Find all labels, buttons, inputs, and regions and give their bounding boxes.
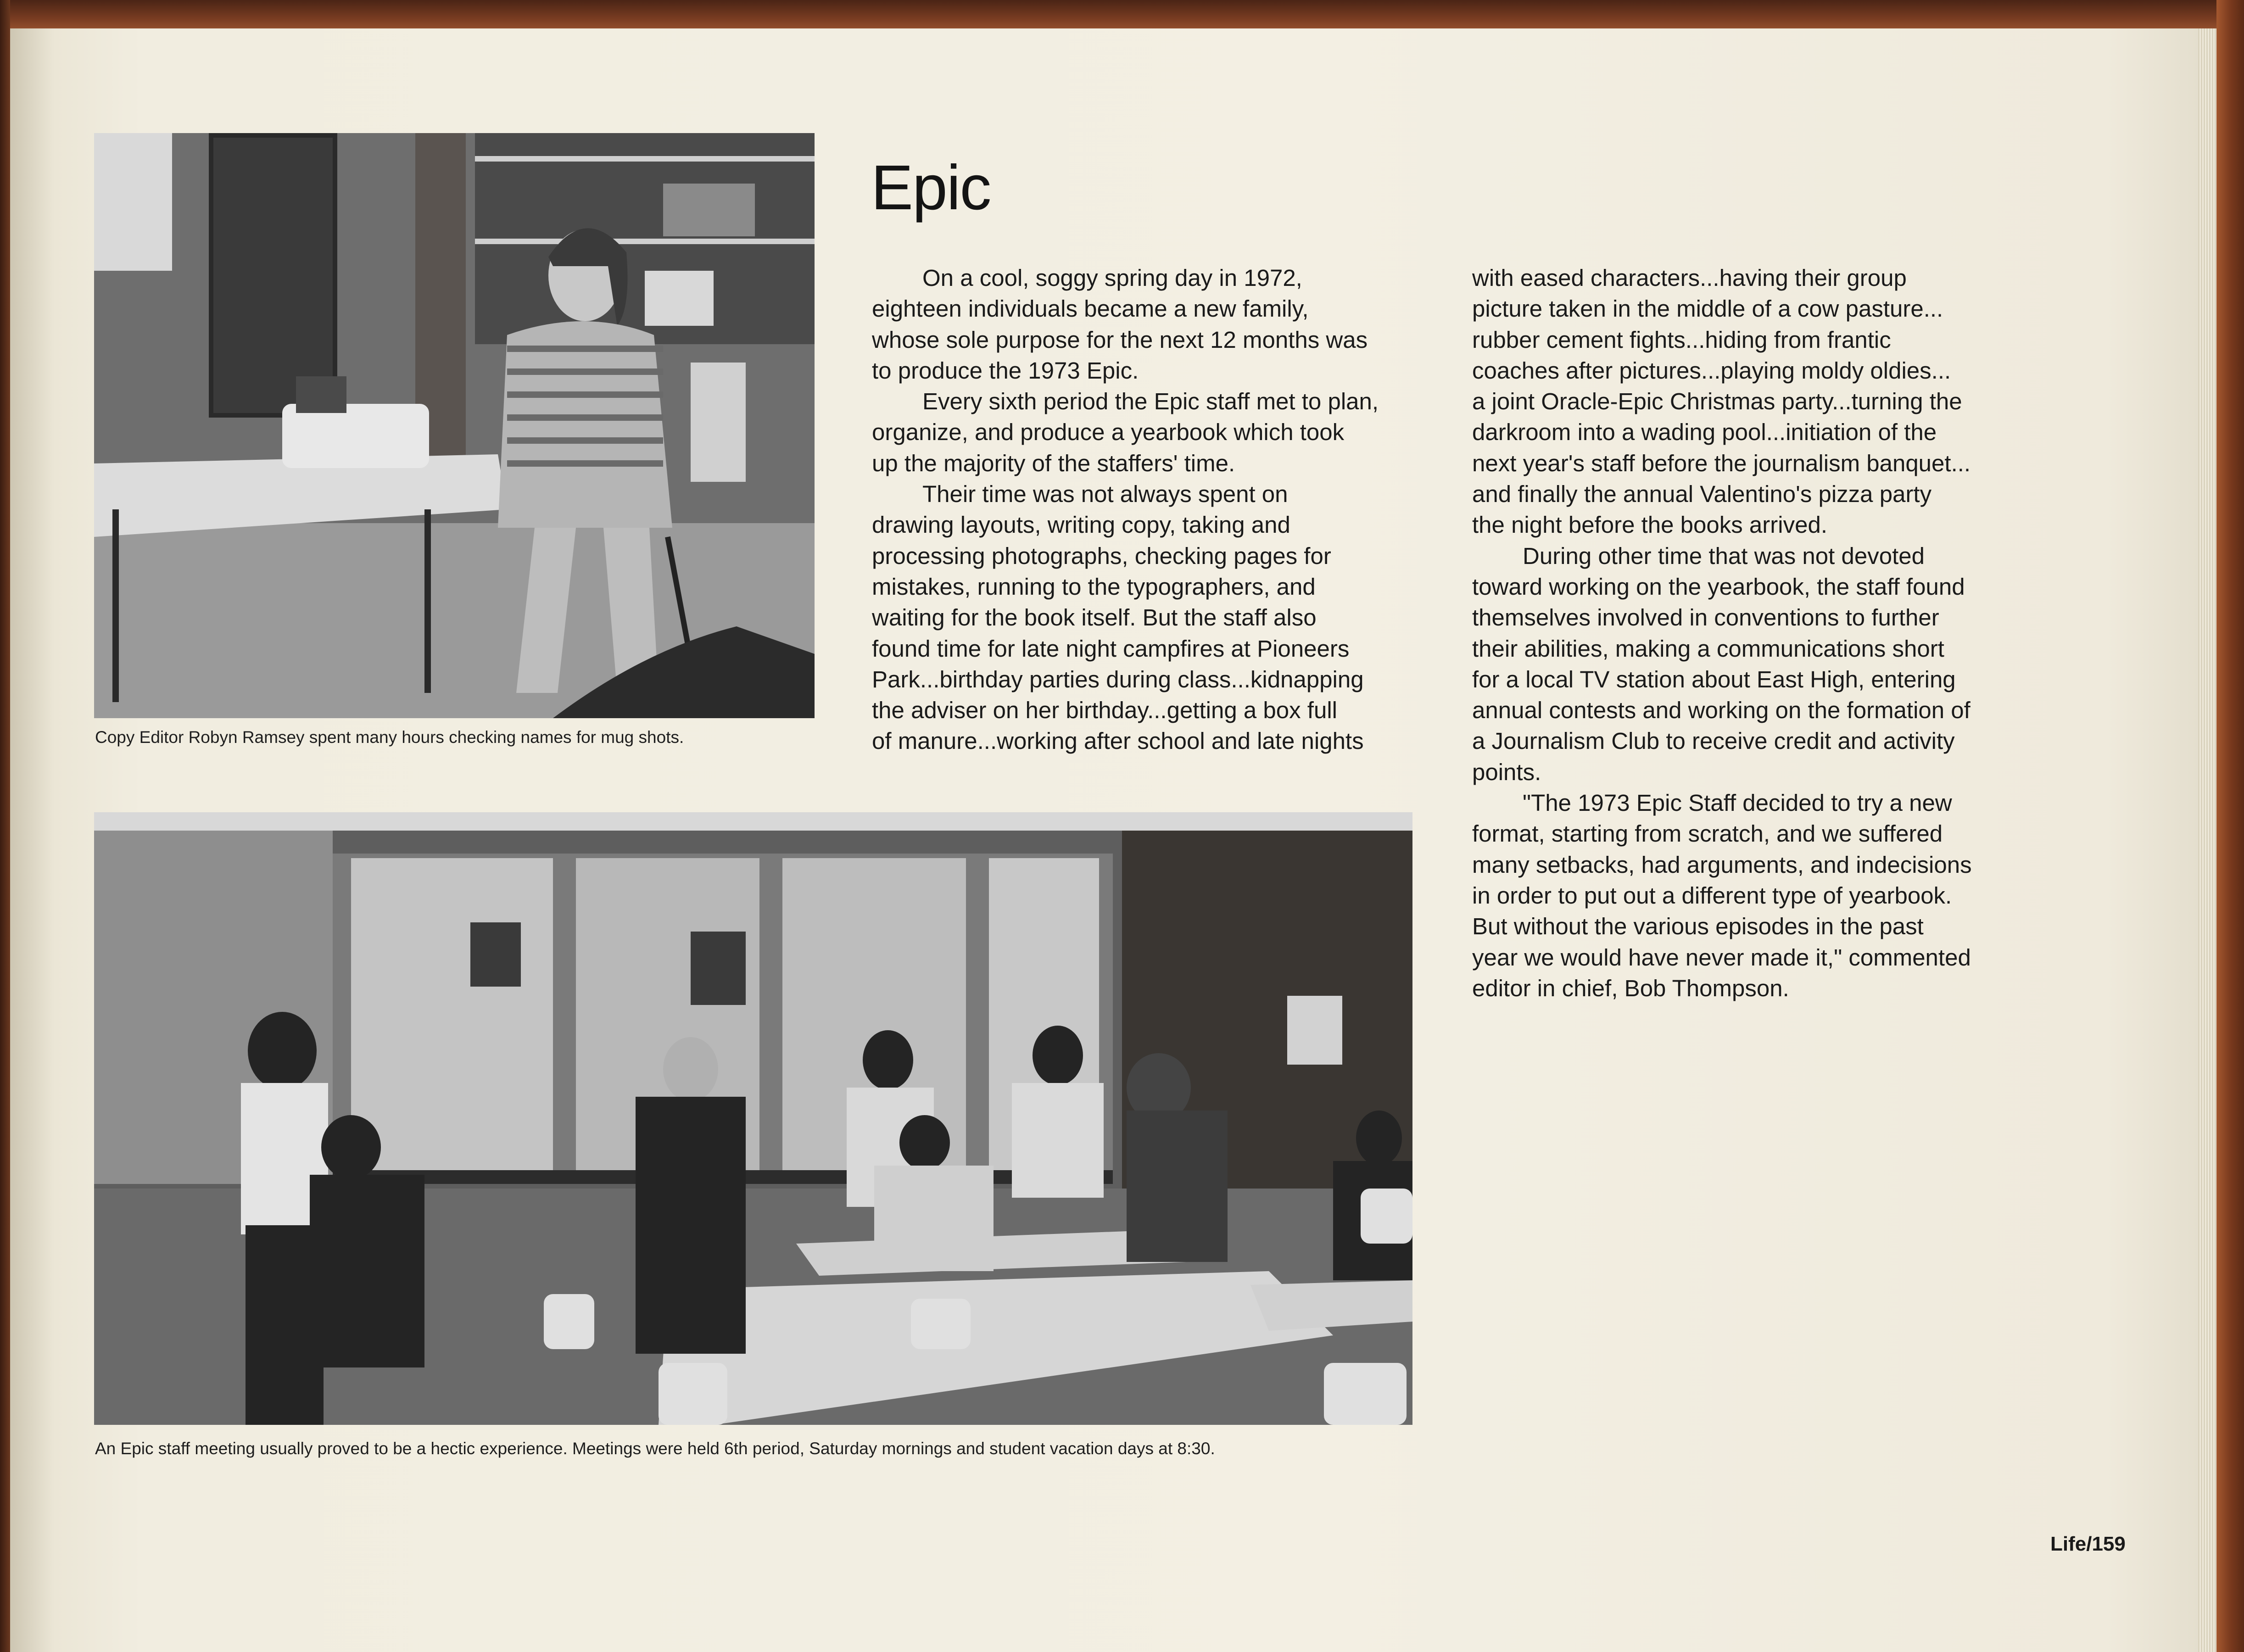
text-line: in order to put out a different type of yearbook. — [1472, 882, 1952, 909]
text-line: picture taken in the middle of a cow pasture... — [1472, 296, 1943, 322]
text-line: themselves involved in conventions to further — [1472, 604, 1939, 631]
text-line: eighteen individuals became a new family, — [872, 296, 1309, 322]
text-line: with eased characters...having their group — [1472, 265, 1907, 291]
text-line: whose sole purpose for the next 12 months was — [872, 326, 1368, 353]
book-spine-edge — [0, 0, 10, 1652]
text-line: the adviser on her birthday...getting a box full — [872, 697, 1337, 724]
text-line: coaches after pictures...playing moldy oldies... — [1472, 357, 1951, 384]
text-line: format, starting from scratch, and we suffered — [1472, 820, 1943, 847]
text-line: Every sixth period the Epic staff met to plan, — [922, 388, 1379, 415]
photo-caption-top: Copy Editor Robyn Ramsey spent many hours checking names for mug shots. — [95, 728, 684, 747]
text-line: But without the various episodes in the past — [1472, 913, 1924, 940]
text-line: waiting for the book itself. But the staff also — [872, 604, 1317, 631]
text-line: On a cool, soggy spring day in 1972, — [922, 265, 1302, 291]
text-line: of manure...working after school and late nights — [872, 728, 1364, 754]
text-line: year we would have never made it," commented — [1472, 944, 1971, 971]
text-line: the night before the books arrived. — [1472, 512, 1827, 538]
text-line: next year's staff before the journalism banquet... — [1472, 450, 1971, 476]
page-stack-edge — [2198, 28, 2216, 1652]
photo-caption-bottom: An Epic staff meeting usually proved to be a hectic experience. Meetings were held 6th period, Saturday mornings and student vacation days at 8:30. — [95, 1439, 1215, 1458]
text-line: organize, and produce a yearbook which took — [872, 419, 1345, 446]
text-line: up the majority of the staffers' time. — [872, 450, 1235, 476]
text-line: "The 1973 Epic Staff decided to try a new — [1523, 790, 1952, 816]
text-line: annual contests and working on the formation of — [1472, 697, 1970, 724]
text-line: mistakes, running to the typographers, and — [872, 573, 1316, 600]
text-line: many setbacks, had arguments, and indecisions — [1472, 851, 1972, 878]
text-line: points. — [1472, 759, 1541, 785]
photo-staff-meeting — [94, 812, 1412, 1425]
text-line: Their time was not always spent on — [922, 481, 1288, 508]
text-line: rubber cement fights...hiding from frantic — [1472, 326, 1891, 353]
text-line: a Journalism Club to receive credit and activity — [1472, 728, 1955, 754]
text-line: darkroom into a wading pool...initiation of the — [1472, 419, 1937, 446]
body-column-2 — [1472, 262, 2050, 1004]
page-number: Life/159 — [2050, 1533, 2126, 1555]
text-line: drawing layouts, writing copy, taking and — [872, 512, 1290, 538]
text-line: processing photographs, checking pages for — [872, 542, 1331, 569]
text-line: a joint Oracle-Epic Christmas party...turning the — [1472, 388, 1962, 415]
book-cover-top — [0, 0, 2244, 32]
book-cover-right — [2216, 0, 2244, 1652]
page-title: Epic — [871, 152, 991, 223]
body-column-1 — [872, 262, 1423, 757]
photo-copy-editor — [94, 133, 815, 718]
text-line: Park...birthday parties during class...kidnapping — [872, 666, 1364, 692]
text-line: to produce the 1973 Epic. — [872, 357, 1139, 384]
text-line: editor in chief, Bob Thompson. — [1472, 975, 1789, 1001]
text-line: their abilities, making a communications short — [1472, 635, 1944, 662]
text-line: and finally the annual Valentino's pizza party — [1472, 481, 1932, 508]
text-line: During other time that was not devoted — [1523, 542, 1925, 569]
text-line: found time for late night campfires at Pioneers — [872, 635, 1350, 662]
text-line: for a local TV station about East High, entering — [1472, 666, 1956, 692]
text-line: toward working on the yearbook, the staff found — [1472, 573, 1965, 600]
